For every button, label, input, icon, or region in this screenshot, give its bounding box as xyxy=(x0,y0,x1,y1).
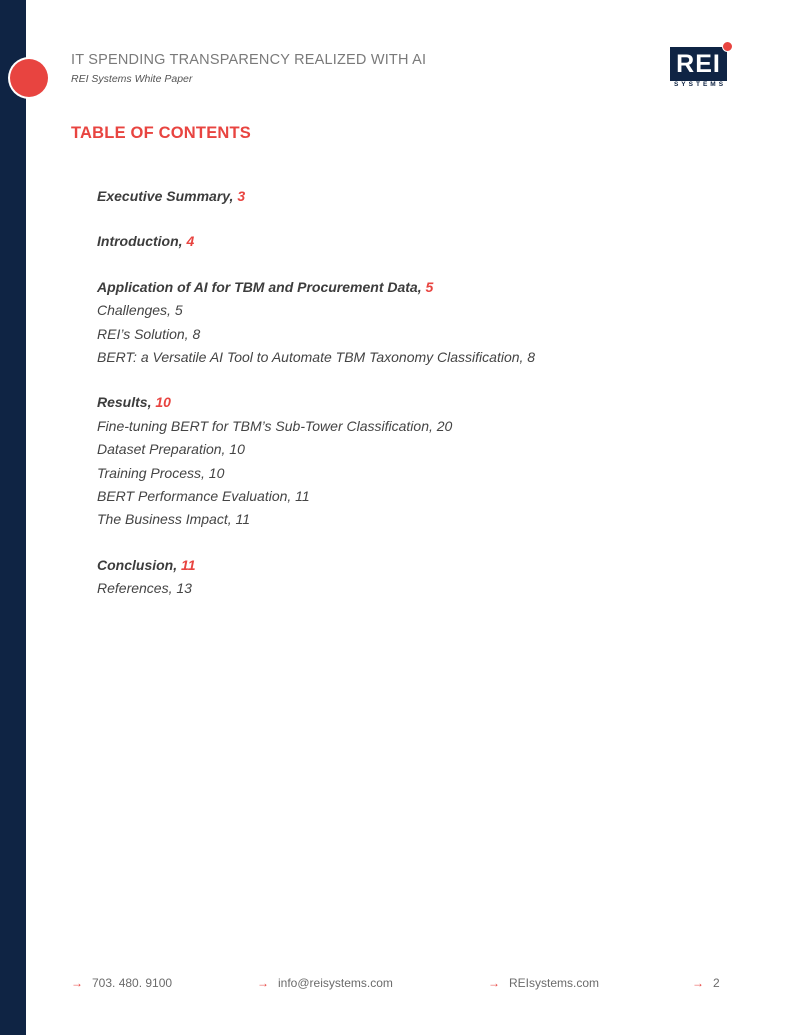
toc-subentry-business-impact[interactable]: The Business Impact, 11 xyxy=(97,511,251,528)
toc-page-number: 11 xyxy=(181,556,196,573)
toc-entry-conclusion[interactable] xyxy=(97,554,717,577)
toc-entry-results[interactable] xyxy=(97,391,717,414)
toc-page-number: 4 xyxy=(186,233,195,250)
footer-email[interactable] xyxy=(257,976,393,990)
toc-entry-application-of-ai[interactable] xyxy=(97,276,717,299)
footer-email-text: info@reisystems.com xyxy=(278,976,393,990)
toc-entry-label: Introduction, xyxy=(97,233,183,250)
footer-page-number xyxy=(692,976,720,990)
logo-wordmark: REI xyxy=(670,47,727,81)
toc-entry-label: Application of AI for TBM and Procurement Data, xyxy=(97,278,422,295)
table-of-contents xyxy=(97,185,717,622)
toc-entry-label: Conclusion, xyxy=(97,556,178,573)
document-header-subtitle: REI Systems White Paper xyxy=(71,73,193,85)
toc-entry-label: Results, xyxy=(97,394,152,411)
page-footer xyxy=(0,976,800,994)
toc-subentry-bert-performance[interactable]: BERT Performance Evaluation, 11 xyxy=(97,487,310,504)
document-header-title: IT SPENDING TRANSPARENCY REALIZED WITH AI xyxy=(71,52,427,68)
toc-subentry-references[interactable]: References, 13 xyxy=(97,580,192,597)
arrow-right-icon: → xyxy=(692,976,704,990)
toc-subentry-rei-solution[interactable]: REI’s Solution, 8 xyxy=(97,325,201,342)
toc-page-number: 10 xyxy=(155,394,171,411)
toc-subentry-fine-tuning-bert[interactable]: Fine-tuning BERT for TBM’s Sub-Tower Classification, 20 xyxy=(97,417,453,434)
company-logo xyxy=(668,40,732,90)
footer-website[interactable] xyxy=(488,976,599,990)
toc-section xyxy=(97,230,717,253)
logo-dot-icon xyxy=(722,41,733,52)
toc-subentry-training-process[interactable]: Training Process, 10 xyxy=(97,464,225,481)
arrow-right-icon: → xyxy=(71,976,83,990)
toc-subentry-challenges[interactable]: Challenges, 5 xyxy=(97,302,183,319)
decorative-circle xyxy=(10,59,48,97)
footer-website-text: REIsystems.com xyxy=(509,976,600,990)
footer-page-number-text: 2 xyxy=(713,976,720,990)
toc-subentry-bert-tool[interactable]: BERT: a Versatile AI Tool to Automate TBM Taxonomy Classification, 8 xyxy=(97,348,536,365)
toc-section xyxy=(97,391,717,531)
toc-entry-introduction[interactable] xyxy=(97,230,717,253)
footer-phone[interactable] xyxy=(71,976,172,990)
toc-page-number: 5 xyxy=(425,278,434,295)
arrow-right-icon: → xyxy=(488,976,500,990)
toc-subentry-dataset-preparation[interactable]: Dataset Preparation, 10 xyxy=(97,441,245,458)
toc-section xyxy=(97,554,717,601)
footer-phone-text: 703. 480. 9100 xyxy=(92,976,173,990)
arrow-right-icon: → xyxy=(257,976,269,990)
toc-entry-label: Executive Summary, xyxy=(97,188,234,204)
toc-heading: TABLE OF CONTENTS xyxy=(71,124,252,142)
toc-entry-executive-summary[interactable] xyxy=(97,185,717,208)
logo-subtext: SYSTEMS xyxy=(673,81,727,88)
toc-section xyxy=(97,185,717,208)
sidebar-stripe xyxy=(0,0,26,1035)
toc-page-number: 3 xyxy=(237,188,246,204)
toc-section xyxy=(97,276,717,370)
